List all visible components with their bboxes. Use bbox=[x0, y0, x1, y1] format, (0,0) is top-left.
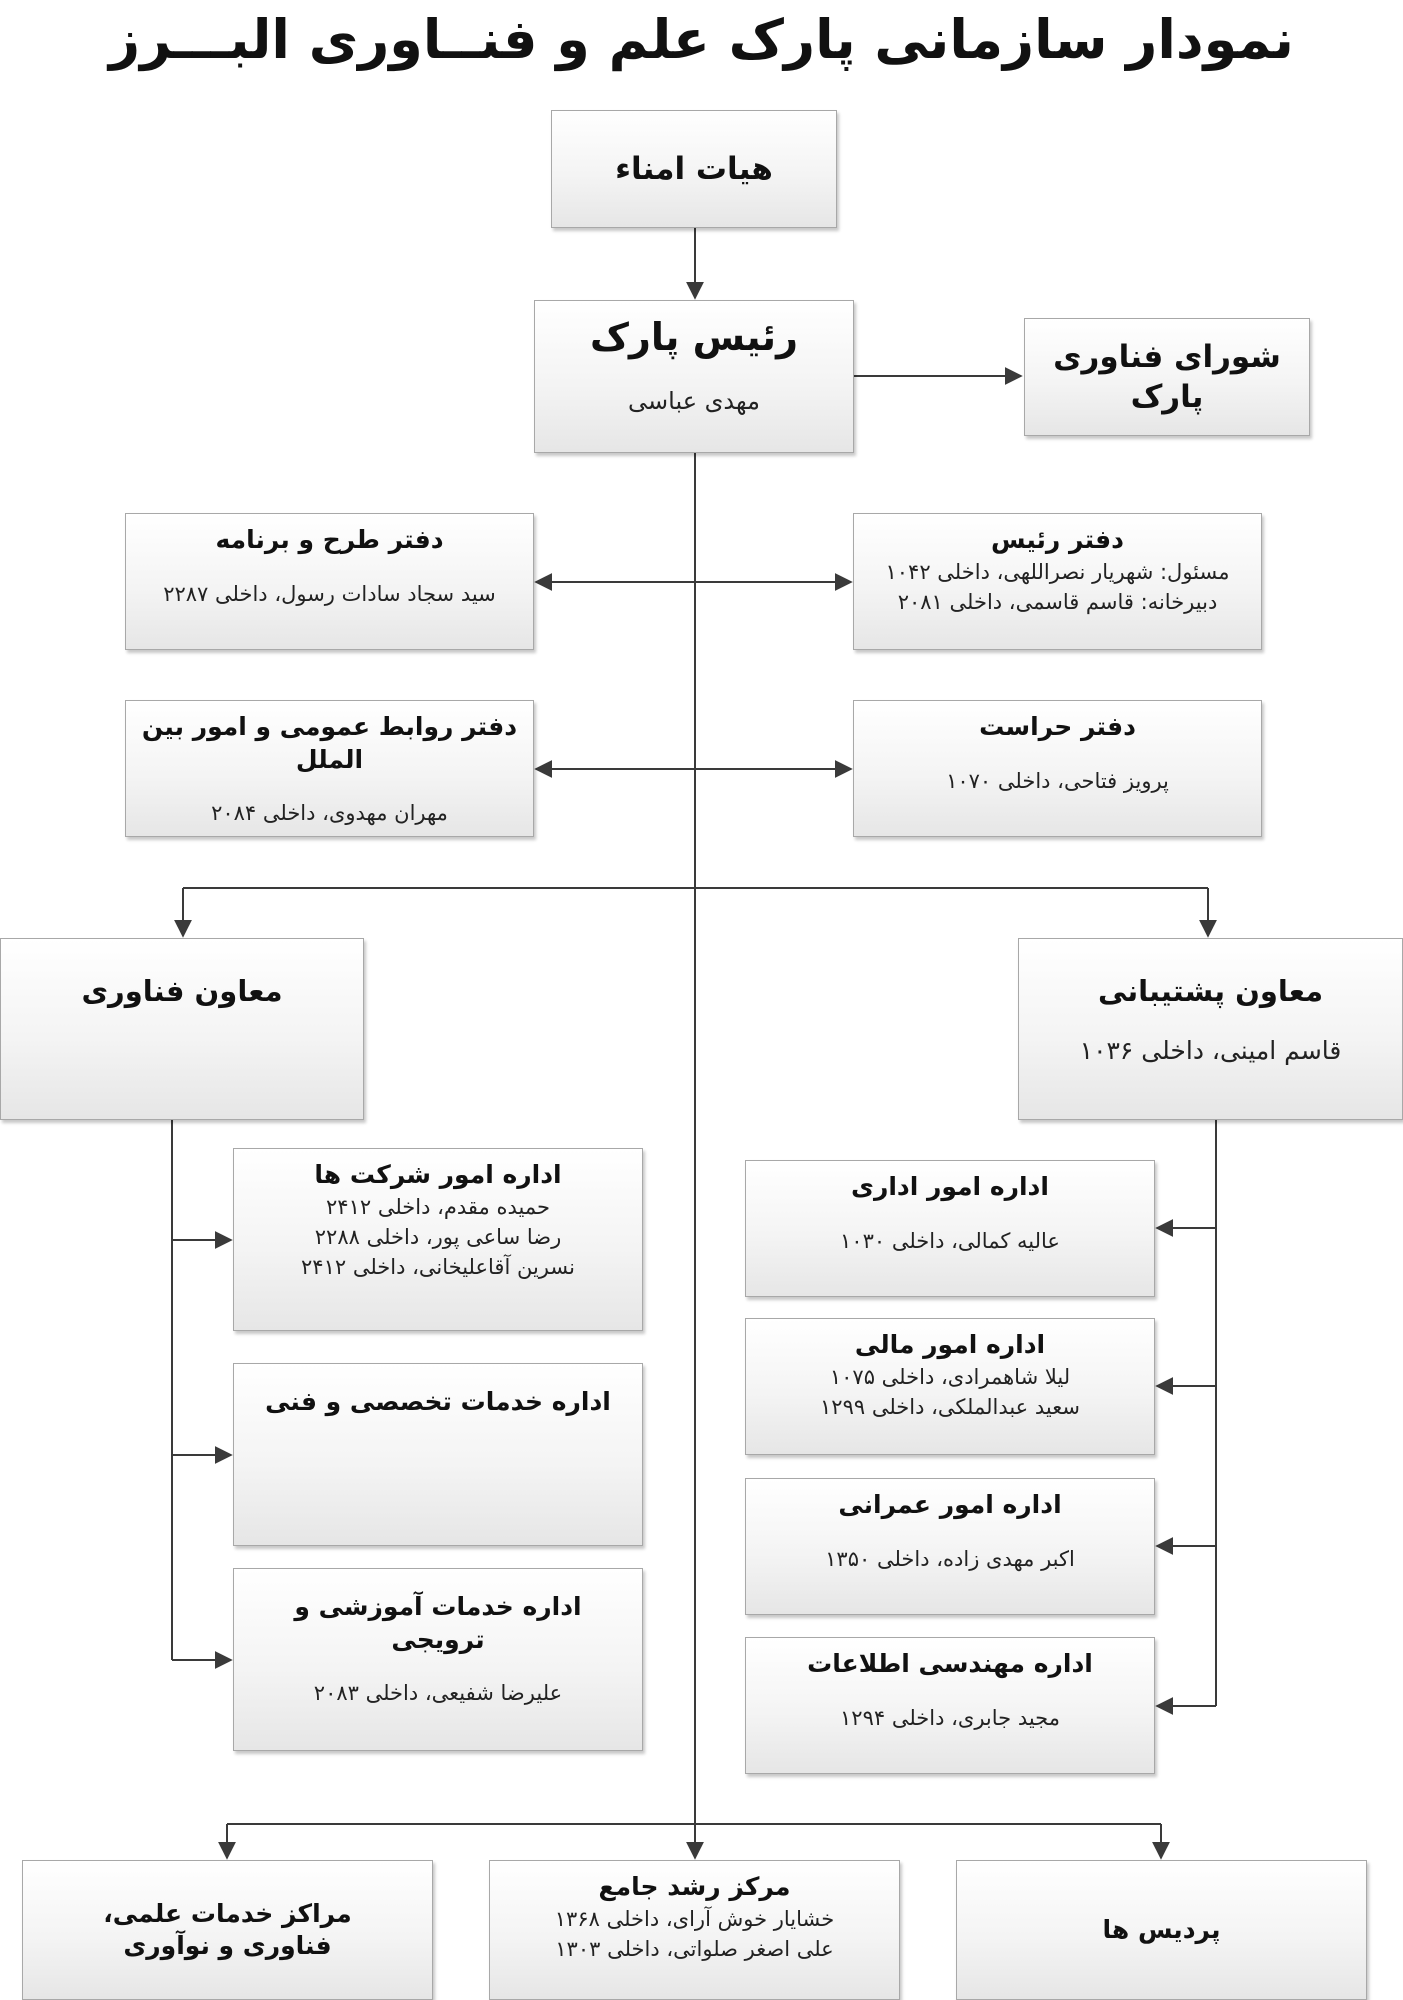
companies-dept-line3: نسرین آقاعلیخانی، داخلی ۲۴۱۲ bbox=[301, 1255, 575, 1280]
campuses-title: پردیس ها bbox=[1102, 1914, 1221, 1944]
companies-dept-line1: حمیده مقدم، داخلی ۲۴۱۲ bbox=[326, 1194, 550, 1219]
pr-office-line1: مهران مهدوی، داخلی ۲۰۸۴ bbox=[211, 801, 448, 825]
security-office-title: دفتر حراست bbox=[979, 712, 1136, 741]
president-title: رئیس پارک bbox=[590, 315, 798, 359]
admin-dept-line1: عالیه کمالی، داخلی ۱۰۳۰ bbox=[840, 1228, 1060, 1253]
finance-dept-title: اداره امور مالی bbox=[854, 1330, 1046, 1359]
support-deputy-title: معاون پشتیبانی bbox=[1097, 974, 1324, 1008]
it-dept-line1: مجید جابری، داخلی ۱۲۹۴ bbox=[840, 1705, 1060, 1730]
tech-council-box bbox=[1024, 318, 1310, 436]
board-title: هیات امناء bbox=[615, 150, 773, 187]
specialized-dept-box bbox=[233, 1363, 643, 1546]
board-of-trustees-box bbox=[551, 110, 837, 228]
incubator-line2: علی اصغر صلواتی، داخلی ۱۳۰۳ bbox=[555, 1936, 834, 1961]
incubator-line1: خشایار خوش آرای، داخلی ۱۳۶۸ bbox=[554, 1906, 835, 1931]
president-office-title: دفتر رئیس bbox=[991, 525, 1124, 554]
it-dept-title: اداره مهندسی اطلاعات bbox=[807, 1649, 1093, 1678]
tech-council-title: شورای فناوری پارک bbox=[1053, 338, 1281, 415]
planning-office-title: دفتر طرح و برنامه bbox=[215, 525, 444, 554]
president-box bbox=[534, 300, 854, 453]
incubator-box bbox=[489, 1860, 900, 2000]
companies-dept-line2: رضا ساعی پور، داخلی ۲۲۸۸ bbox=[314, 1224, 562, 1249]
pr-office-box bbox=[125, 700, 534, 837]
service-centers-box bbox=[22, 1860, 433, 2000]
pr-office-title: دفتر روابط عمومی و امور بین الملل bbox=[141, 712, 518, 774]
service-centers-title: مراکز خدمات علمی، فناوری و نوآوری bbox=[103, 1898, 352, 1960]
tech-deputy-title: معاون فناوری bbox=[81, 974, 283, 1008]
incubator-title: مرکز رشد جامع bbox=[598, 1872, 791, 1901]
president-office-line1: مسئول: شهریار نصراللهی، داخلی ۱۰۴۲ bbox=[885, 559, 1230, 584]
tech-deputy-box bbox=[0, 938, 364, 1120]
construction-dept-line1: اکبر مهدی زاده، داخلی ۱۳۵۰ bbox=[825, 1546, 1075, 1571]
finance-dept-line1: لیلا شاهمرادی، داخلی ۱۰۷۵ bbox=[829, 1364, 1071, 1389]
security-office-box bbox=[853, 700, 1262, 837]
admin-dept-box bbox=[745, 1160, 1155, 1297]
admin-dept-title: اداره امور اداری bbox=[851, 1172, 1049, 1201]
companies-dept-title: اداره امور شرکت ها bbox=[314, 1160, 562, 1189]
it-dept-box bbox=[745, 1637, 1155, 1774]
construction-dept-box bbox=[745, 1478, 1155, 1615]
planning-office-line1: سید سجاد سادات رسول، داخلی ۲۲۸۷ bbox=[163, 581, 496, 606]
president-person: مهدی عباسی bbox=[628, 387, 760, 416]
finance-dept-box bbox=[745, 1318, 1155, 1455]
specialized-dept-title: اداره خدمات تخصصی و فنی bbox=[265, 1387, 611, 1416]
companies-dept-box bbox=[233, 1148, 643, 1331]
finance-dept-line2: سعید عبدالملکی، داخلی ۱۲۹۹ bbox=[820, 1394, 1080, 1419]
training-dept-title: اداره خدمات آموزشی و ترویجی bbox=[294, 1592, 582, 1654]
president-office-line2: دبیرخانه: قاسم قاسمی، داخلی ۲۰۸۱ bbox=[897, 589, 1218, 614]
support-deputy-line1: قاسم امینی، داخلی ۱۰۳۶ bbox=[1079, 1035, 1342, 1065]
support-deputy-box bbox=[1018, 938, 1403, 1120]
chart-title: نمودار سازمانی پارک علم و فنــاوری البـــرز bbox=[109, 8, 1294, 71]
security-office-line1: پرویز فتاحی، داخلی ۱۰۷۰ bbox=[946, 768, 1169, 793]
construction-dept-title: اداره امور عمرانی bbox=[838, 1490, 1062, 1519]
president-office-box bbox=[853, 513, 1262, 650]
planning-office-box bbox=[125, 513, 534, 650]
training-dept-line1: علیرضا شفیعی، داخلی ۲۰۸۳ bbox=[313, 1681, 563, 1705]
training-dept-box bbox=[233, 1568, 643, 1751]
campuses-box bbox=[956, 1860, 1367, 2000]
